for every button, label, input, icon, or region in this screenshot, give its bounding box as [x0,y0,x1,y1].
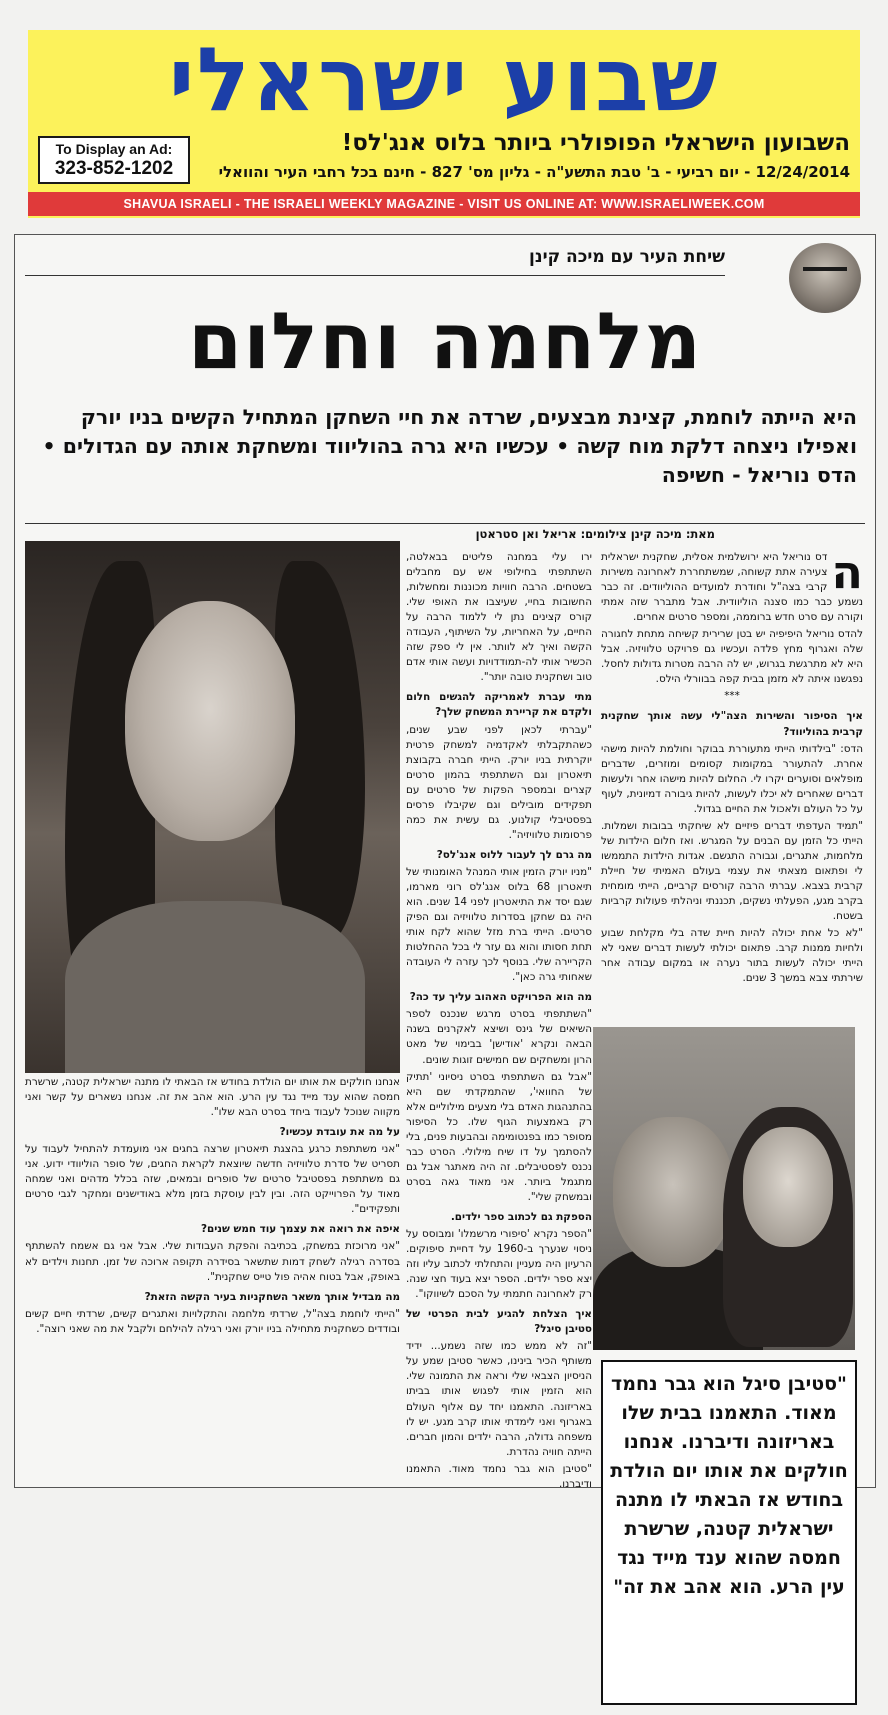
column-body [25,1075,400,1337]
headline: מלחמה וחלום [187,297,703,387]
byline-credits: מאת: מיכה קינן צילומים: אריאל ואן סטראטן [475,527,715,541]
couple-photo [593,1027,855,1350]
interview-question: מה מבדיל אותך משאר השחקניות בעיר הקשה הזאת? [144,1290,400,1303]
issue-dateline: 12/24/2014 - יום רביעי - ב' טבת התשע"ה - גליון מס' 827 - חינם בכל רחבי העיר והוואלי [218,163,850,181]
paragraph: להדס נוריאל היפיפיה יש בטן שרירית קשיחה מתחת לחגורה שלה ואגרוף מחץ פלדה ועכשיו גם פרויקט טלוויזיה. אבל היא לא מתרגשת בגרוש, יש לה הרבה מטרות גדולות לחסל. נפגשנו איתה לא מזמן בבית קפה בבוורלי הילס. [601,628,863,686]
woman-face-shape [743,1127,833,1247]
paragraph: "הספר נקרא 'סיפורי מרשמלו' ומבוסס על ניסוי שנערך ב-1960 על דחיית סיפוקים. הרעיון היה מעניין והתחלתי לכתוב עליו וזה יצא ספר ילדים. הספר יצא בעוד חצי שנה. רק לאחרונה חתמתי על הסכם לשיווקו". [406,1228,592,1301]
pull-quote: "סטיבן סיגל הוא גבר נחמד מאוד. התאמנו בבית שלו באריזונה ודיברנו. אנחנו חולקים את אותו יום הולדת בחודש אז הבאתי לו מתנה ישראלית קטנה, שרשרת חמסה שהוא ענד מייד נגד עין הרע. הוא אהב את זה" [601,1360,857,1705]
newspaper-tagline: השבועון הישראלי הפופולרי ביותר בלוס אנג'לס! [341,130,850,156]
paragraph: אנחנו חולקים את אותו יום הולדת בחודש אז הבאתי לו מתנה ישראלית קטנה, שרשרת חמסה שהוא ענד מייד נגד עין הרע. הוא אהב את זה. אנחנו נשארים על קשר ואני מקווה שנוכל לעבוד ביחד בסרט הבא שלו". [25,1076,400,1119]
interview-question: איך הצלחת להגיע לבית הפרטי של סטיבן סיגל? [406,1308,592,1336]
text-column-right [601,550,863,1050]
website-strip: SHAVUA ISRAELI - THE ISRAELI WEEKLY MAGAZINE - VISIT US ONLINE AT: WWW.ISRAELIWEEK.COM [28,192,860,216]
paragraph: "לא כל אחת יכולה להיות חיית שדה בלי מקלחת שבוע ולחיות ממנות קרב. פתאום יכולתי לעשות דברים שאני לא הייתי יכולה לעשות בתור נערה או במקום עבודה אחר שירתתי צבא במשך 3 שנים. [601,927,863,985]
paragraph: "עברתי לכאן לפני שבע שנים, כשהתקבלתי לאקדמיה למשחק פרטית יוקרתית בניו יורק. הייתי חברה בקבוצת תיאטרון וגם השתתפתי בהמון סרטים קצרים ובמספר הפקות של סרטים עם תפקידים מובילים וגם שקיבלו פרסים בפסטיבלי קולנוע. גם עשית את כמה פרסומות טלוויזיה". [406,723,592,841]
paragraph: הדס: "בילדותי הייתי מתעוררת בבוקר וחולמת להיות מישהי אחרת. להתעורר במקומות קסומים ומוזרים, שדברים מופלאים וסוערים יקרו לי. החלום להיות מישהו אחר ולעשות דברים שאחרים לא יכלו לעשות, להיות גיבורה דמיונית, לעוף על כל העולם ולאכול את החיים בגדול. [601,742,863,815]
interview-question: הספקת גם לכתוב ספר ילדים. [450,1210,592,1223]
portrait-photo [25,541,400,1073]
masthead [28,30,860,218]
paragraph: "תמיד העדפתי דברים פיזיים לא שיחקתי בבובות ושמלות. הייתי כל הזמן עם הבנים על המגרש. ואז חלום הילדות של מלחמות, אתגרים, וגבורה התגשם. אגדות הילדות התממשו לי ופתאום מצאתי את עצמי בעולם האמיתי של חיילת קרבית בצבא. עברתי הרבה קורסים קרביים, הייתי מומחית בקרב מגע, הפעלתי נשקים, תכננתי וניהלתי פעולות קרביות בשטח. [601,819,863,923]
paragraph: *** [724,690,740,703]
paragraph: "אני מרוכזת במשחק, בכתיבה והפקת העבודות שלי. אבל אני גם אשמח להשתתף בסדרה רגילה לשחק דמות שתשאר בסידרה תקופה ארוכה של זמן. תחנות וילדים לא באופק, אבל בטוח אהיה פול טייס שחקנית". [25,1240,400,1283]
ad-phone: 323-852-1202 [54,158,174,179]
interview-question: מה גרם לך לעבור ללוס אנג'לס? [436,848,592,861]
drop-cap: ה [831,550,863,599]
paragraph: "מניו יורק הזמין אותי המנהל האומנותי של תיאטרון 68 בלוס אנג'לס רוני מארמו, שגם יסד את התיאטרון לפני 14 שנים. הוא היה גם שחקן בסדרות טלוויזיה וגם הפיק סרטים. הייתי ברת מזל שהוא לקח אותי תחת חסותו והוא גם עזר לי בכל ההחלטות הקריירה שלי. בנוסף לכך עזרה לי העובדה שאחותי גרה כאן". [406,865,592,984]
interview-question: איך הסיפור והשירות הצה"לי עשה אותך שחקנית קרבית בהוליווד? [601,710,863,738]
interview-question: מתי עברת לאמריקה להגשים חלום ולקדם את קריירת המשחק שלך? [406,691,592,719]
column-body [601,550,863,986]
paragraph: "אני משתתפת כרגע בהצגת תיאטרון שרצה בחגים אני מועמדת להתחיל לעבוד על תסריט של סדרת טלוויזיה חדשה שיוצאת לקראת החגים, של סופר הוליוודי ידוע. אני גם משתתפת בפסטיבל סרטים של סופרים ובמאים, שזה בכלל מדהים ואני שמחה מאוד על הפרוייקט הזה. ובין לבין עוסקת בזמן מלא באודישנים ומחקר לגבי סרטים ותפקידים". [25,1143,400,1216]
newspaper-title: שבוע ישראלי [168,28,720,131]
interview-question: על מה את עובדת עכשיו? [279,1126,400,1139]
shirt-shape [65,901,365,1073]
text-column-left [25,1075,400,1715]
text-column-middle [406,550,592,1715]
paragraph: "אבל גם השתתפתי בסרט ניסיוני 'תתיק של החוואי', שהתמקדתי שם היא בהתנהגות האדם בלי מצעים מילוליים אלא רק באמצעות הגוף שלו. כל הסיפור מסופר כמו בפנטומימה ובהבעות פנים, בלי להסתמך על דו שיח מילולי. הסרט כבר נכנס לפסטיבלים. זה היה מאתגר אבל גם מתגמל ביותר. אני מאוד גאה בסרט ובמשחק שלי". [406,1070,592,1203]
face-shape [125,601,295,841]
interview-question: איפה את רואה את עצמך עוד חמש שנים? [200,1223,400,1236]
ad-label: To Display an Ad: [55,141,173,157]
paragraph: דס נוריאל היא ירושלמית אסלית, שחקנית ישראלית צעירה אתת קשוחה, שמשתחררת לאחרונה משירות קרבי בצה"ל וחודרת למועדים ההוליוודים. זה כבר נשמע כבר כמו סצנה הוליוודית. אבל מתברר שזה אמתי וקורה עם סרט חדש ברוממה, ומספר סרטים אחרים. [601,551,863,624]
paragraph: ירו עלי במחנה פליטים בבאלטה, השתתפתי בחילופי אש עם מחבלים בשטחים. הרבה חוויות מכוננות ומחשלות, החשובות בחיי, שעיצבו את האופי שלי. קורס קצינים נתן לי ללמוד הרבה על החיים, על האחריות, על השיתוף, העבודה הקשה ואיך לא לוותר. אין לי ספק שזה הכשיר אותי לה-תמודדויות ועשה אותי אדם טוב ושחקנית טובה יותר". [406,551,592,684]
column-label-rule [25,275,725,276]
ad-contact-box [38,136,190,184]
paragraph: "זה לא ממש כמו שזה נשמע... ידיד משותף הכיר בינינו, כאשר סטיבן שמע על הניסיון הצבאי שלי וראה את התמונה שלי. הוא הזמין אותי לפגוש אותו בביתו באריזונה. התאמנו יחד עם אלוף העולם באגרוף ואני לימדתי אותו קרב מגע. יש לו משפחה גדולה, הרבה ילדים והמון חברים. הייתה חוויה נהדרת. [406,1340,592,1458]
man-face-shape [613,1117,733,1267]
paragraph: "הייתי לוחמת בצה"ל, שרדתי מלחמה והתקלויות ואתגרים קשים, שרדתי חיים קשים ובודדים כשחקנית מתחילה בניו יורק ואני רגילה להילחם ולקבל את מה שאני רוצה". [25,1307,400,1335]
column-body [406,550,592,1492]
glasses-shape [803,267,847,283]
article [14,234,876,1598]
paragraph: "סטיבן הוא גבר נחמד מאוד. התאמנו ודיברנו. [406,1462,592,1490]
deck: היא הייתה לוחמת, קצינת מבצעים, שרדה את חיי השחקן המתחיל הקשים בניו יורק ואפילו ניצחה דלקת מוח קשה • עכשיו היא גרה בהוליווד ומשחקת אותה עם הגדולים • הדס נוריאל - חשיפה [42,405,857,487]
interview-question: מה הוא הפרויקט האהוב עליך עד כה? [409,991,592,1004]
column-label: שיחת העיר עם מיכה קינן [529,247,725,267]
paragraph: "השתתפתי בסרט מרגש שנכנס לספר השיאים של גינס ושיצא לאקרנים בשנה הבאה ונקרא 'אודישן' בבימוי של מאט הרון ומשחקים שם חמישים זוגות שונים. [406,1008,592,1066]
deck-rule [25,523,865,524]
